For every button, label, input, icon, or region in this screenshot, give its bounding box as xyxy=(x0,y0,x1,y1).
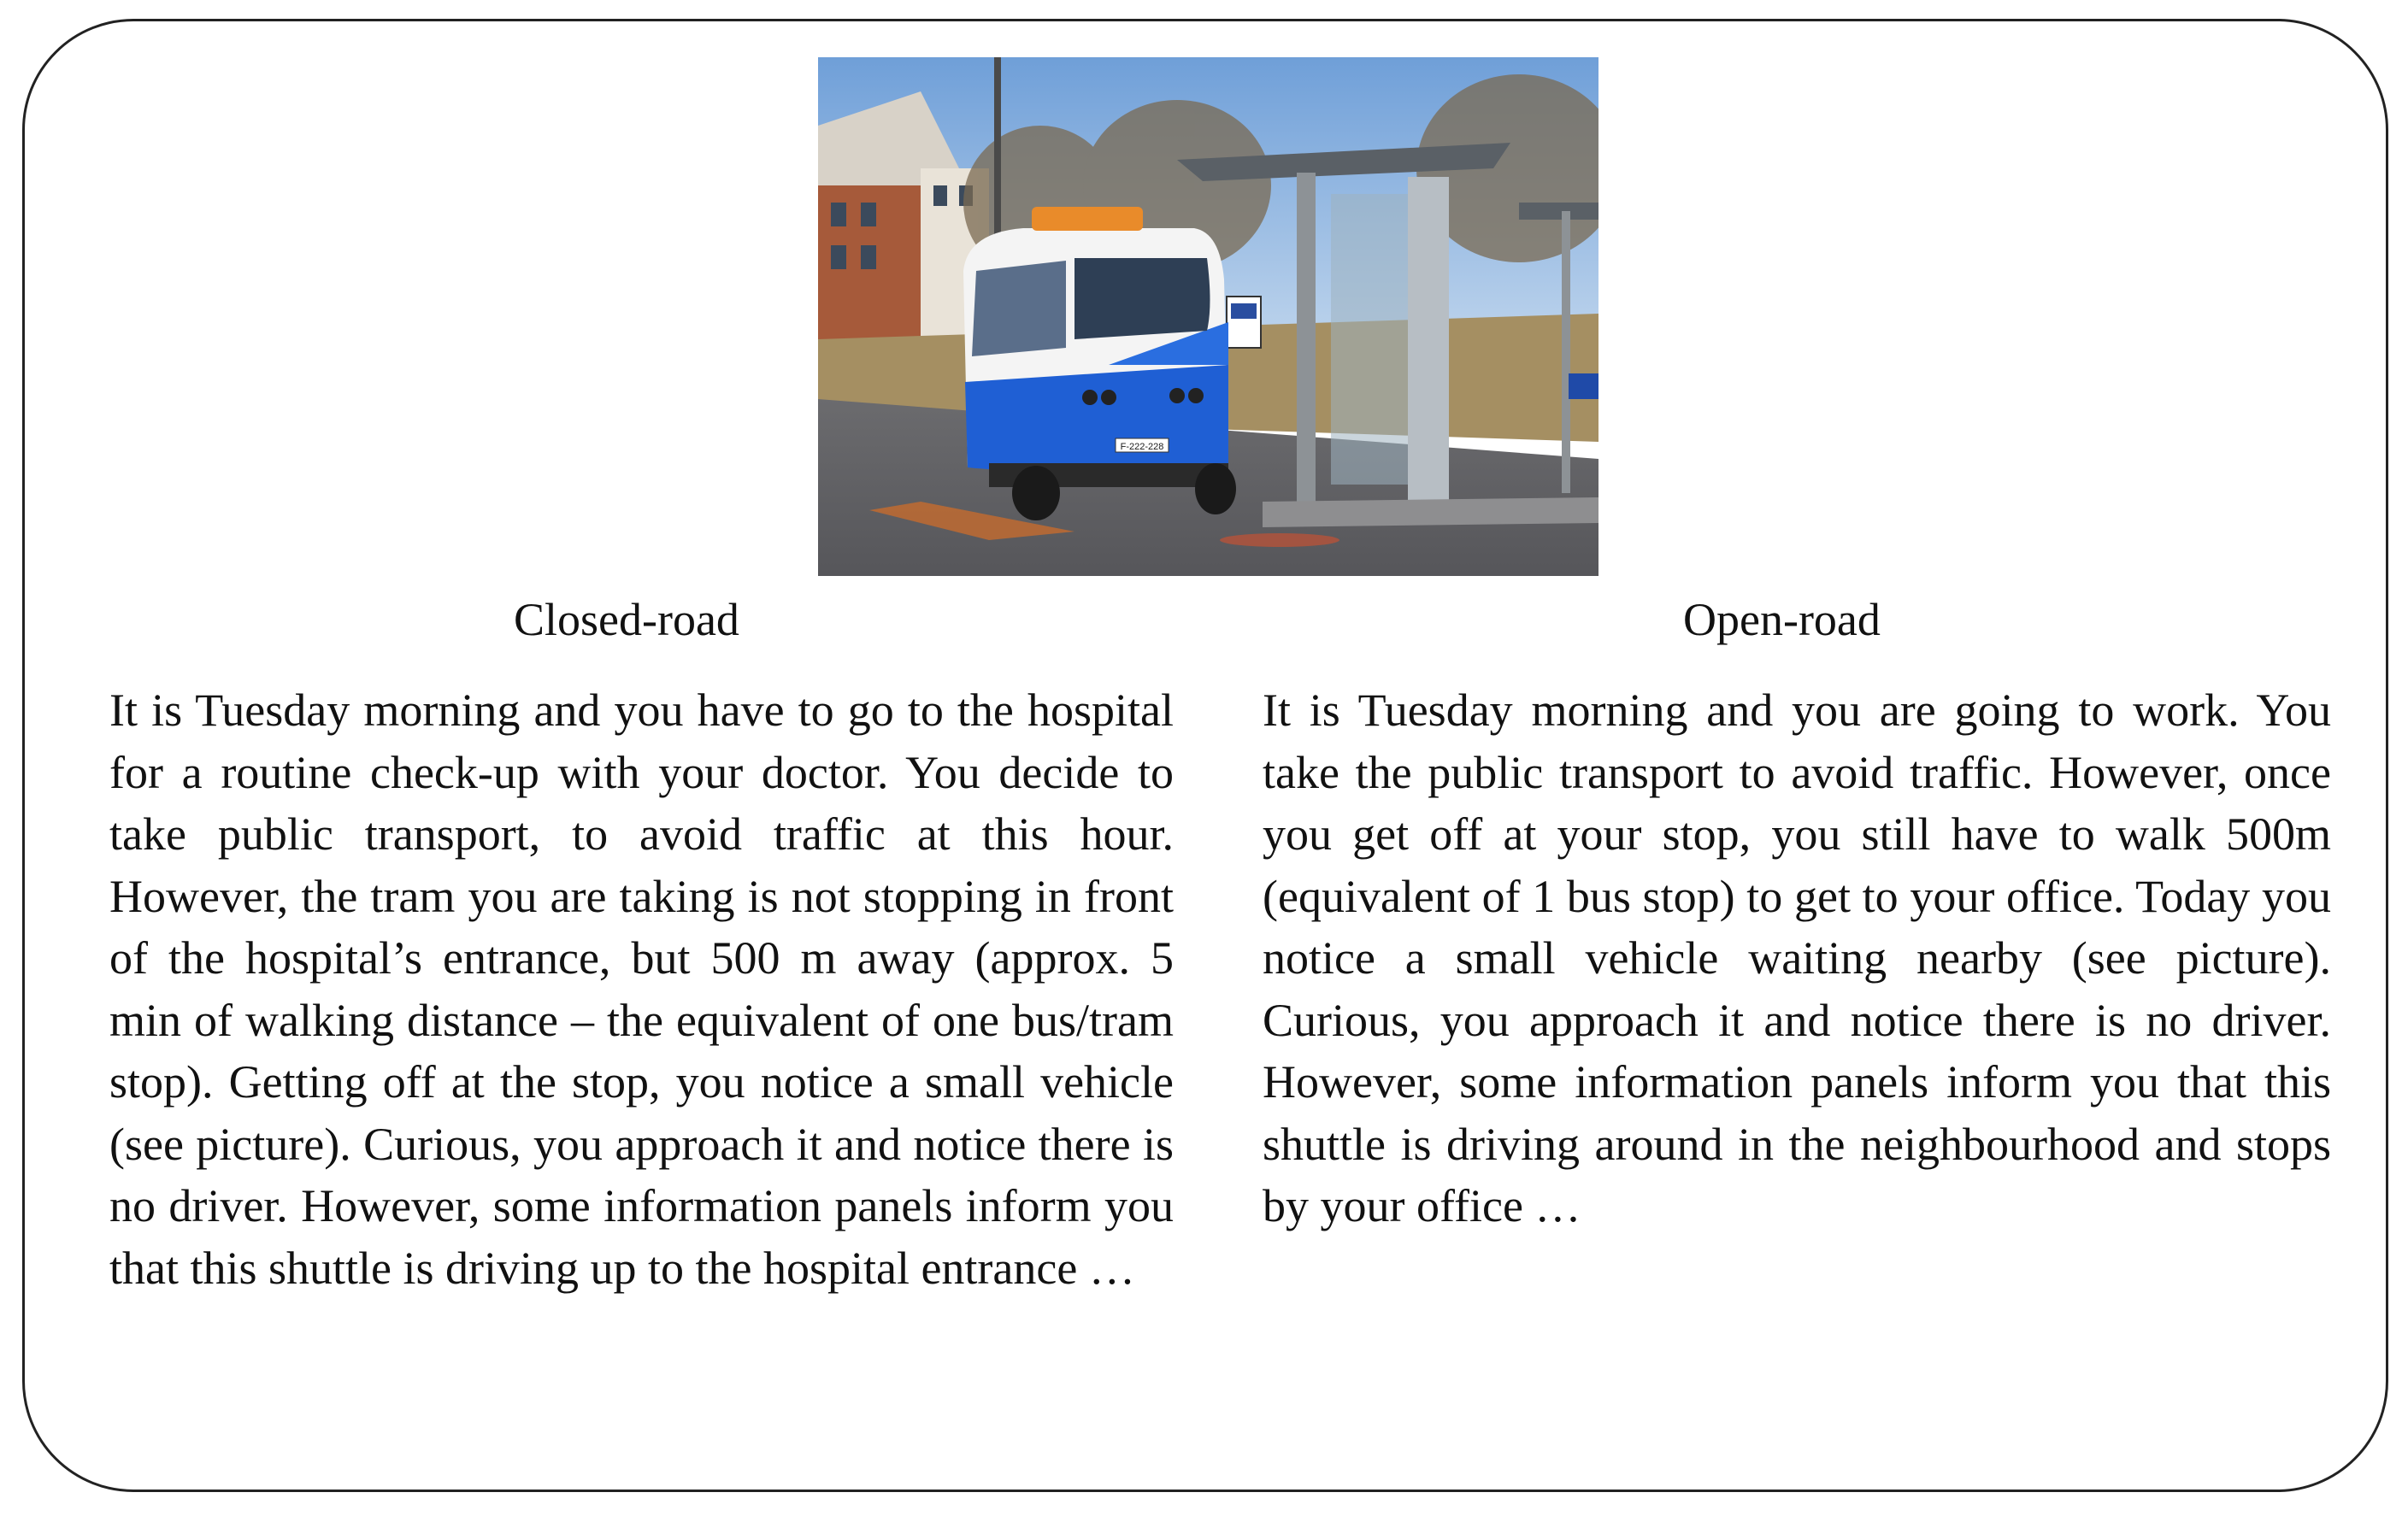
shuttle-illustration xyxy=(818,57,1598,576)
closed-road-heading: Closed-road xyxy=(514,594,739,645)
open-road-heading: Open-road xyxy=(1683,594,1881,645)
shuttle-photo xyxy=(818,57,1598,576)
open-road-scenario-text: It is Tuesday morning and you are going to work. You take the public transport to avoid traffic. However, once you get off at your stop, you still have to walk 500m (equivalent of 1 bus stop) to get to your office. Today you notice a small vehicle waiting nearby (see picture). Curious, you approach it and notice there is no driver. However, some information panels inform you that this shuttle is driving around in the neighbourhood and stops by your office … xyxy=(1263,685,2331,1231)
closed-road-scenario-text: It is Tuesday morning and you have to go to the hospital for a routine check-up with your doctor. You decide to take public transport, to avoid traffic at this hour. However, the tram you are taking is not stopping in front of the hospital’s entrance, but 500 m away (approx. 5 min of walking distance – the equivalent of one bus/tram stop). Getting off at the stop, you notice a small vehicle (see picture). Curious, you approach it and notice there is no driver. However, some information panels inform you that this shuttle is driving up to the hospital entrance … xyxy=(109,685,1174,1294)
license-plate: F-222-228 xyxy=(1120,442,1164,452)
